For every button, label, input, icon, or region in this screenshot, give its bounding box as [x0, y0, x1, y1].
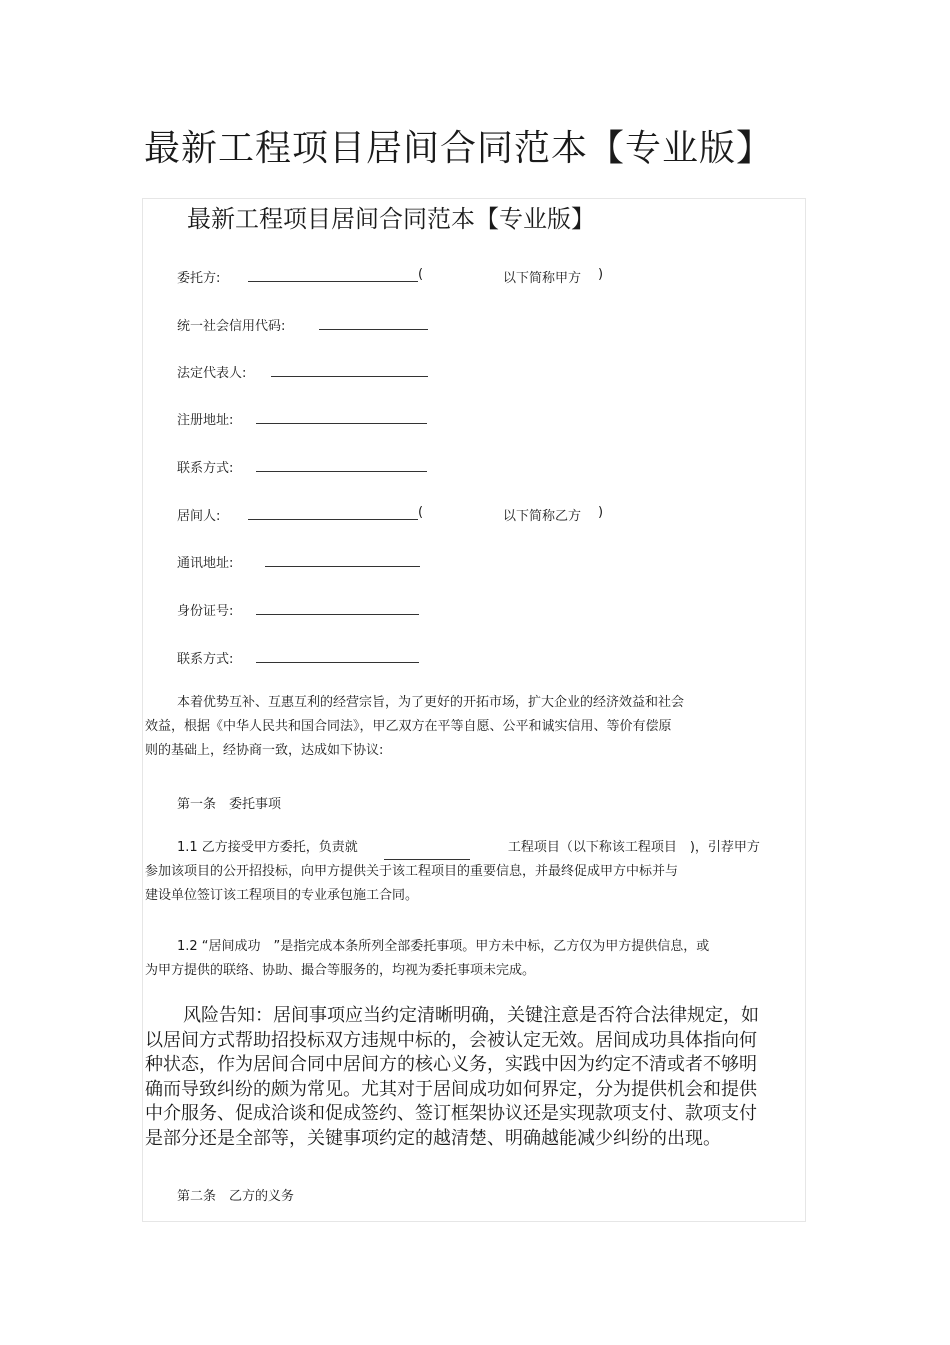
clause-1-1-line1 [145, 836, 760, 860]
clause-1-1-text-b: 工程项目（以下称该工程项目 )，引荐甲方 [507, 840, 760, 855]
clause-1-2-line1: 1.2 “居间成功 ”是指完成本条所列全部委托事项。甲方未中标，乙方仅为甲方提供信息，或 [177, 939, 710, 954]
project-name-blank[interactable] [384, 846, 470, 860]
document-page [142, 198, 806, 1222]
contact2-blank[interactable] [256, 648, 419, 663]
credit-code-label: 统一社会信用代码: [177, 319, 286, 334]
risk-notice-line: 是部分还是全部等，关键事项约定的越清楚、明确越能减少纠纷的出现。 [145, 1127, 721, 1149]
id-number-blank[interactable] [256, 600, 419, 615]
legal-rep-label: 法定代表人: [177, 366, 247, 381]
mail-address-field [177, 552, 777, 572]
risk-notice-line: 中介服务、促成洽谈和促成签约、签订框架协议还是实现款项支付、款项支付 [145, 1103, 757, 1124]
contact1-label: 联系方式: [177, 461, 234, 476]
client-paren-close: ) [598, 267, 604, 282]
intermediary-blank[interactable] [248, 505, 418, 520]
mail-address-blank[interactable] [265, 552, 420, 567]
article1-heading: 第一条 委托事项 [177, 797, 282, 812]
clause-1-1 [145, 836, 760, 908]
legal-rep-field [177, 362, 777, 382]
reg-address-label: 注册地址: [177, 413, 234, 428]
contact1-blank[interactable] [256, 457, 427, 472]
client-field [177, 267, 777, 287]
preamble-paragraph [145, 691, 684, 763]
document-title: 最新工程项目居间合同范本【专业版】 [187, 205, 595, 233]
risk-notice-line: 以居间方式帮助招投标双方违规中标的，会被认定无效。居间成功具体指向何 [145, 1029, 757, 1051]
risk-notice-line: 种状态，作为居间合同中居间方的核心义务，实践中因为约定不清或者不够明 [145, 1054, 757, 1075]
clause-1-2 [145, 935, 709, 983]
risk-notice-line: 风险告知：居间事项应当约定清晰明确，关键注意是否符合法律规定，如 [165, 1005, 759, 1026]
preamble-line: 则的基础上，经协商一致，达成如下协议: [145, 743, 384, 758]
clause-1-2-line2: 为甲方提供的联络、协助、撮合等服务的，均视为委托事项未完成。 [145, 963, 536, 978]
client-blank[interactable] [248, 267, 418, 282]
intermediary-field [177, 505, 777, 525]
credit-code-field [177, 315, 777, 335]
mail-address-label: 通讯地址: [177, 556, 234, 571]
clause-1-1-line2: 参加该项目的公开招投标，向甲方提供关于该工程项目的重要信息，并最终促成甲方中标并与 [145, 864, 679, 879]
page-title: 最新工程项目居间合同范本【专业版】 [144, 128, 774, 169]
contact1-field [177, 457, 777, 477]
legal-rep-blank[interactable] [271, 362, 428, 377]
reg-address-blank[interactable] [256, 409, 427, 424]
clause-1-1-line3: 建设单位签订该工程项目的专业承包施工合同。 [145, 888, 419, 903]
credit-code-blank[interactable] [319, 315, 428, 330]
contact2-field [177, 648, 777, 668]
risk-notice-line: 确而导致纠纷的颇为常见。尤其对于居间成功如何界定，分为提供机会和提供 [145, 1078, 757, 1100]
article2-heading: 第二条 乙方的义务 [177, 1189, 295, 1204]
clause-1-1-text-a: 1.1 乙方接受甲方委托，负责就 [177, 840, 358, 855]
risk-notice [145, 1004, 759, 1151]
client-label: 委托方: [177, 271, 221, 286]
id-number-label: 身份证号: [177, 604, 234, 619]
intermediary-alias: 以下简称乙方 [503, 509, 582, 524]
contact2-label: 联系方式: [177, 652, 234, 667]
intermediary-paren-open: ( [418, 505, 424, 520]
intermediary-label: 居间人: [177, 509, 221, 524]
preamble-line: 本着优势互补、互惠互利的经营宗旨，为了更好的开拓市场，扩大企业的经济效益和社会 [177, 695, 685, 710]
client-alias: 以下简称甲方 [503, 271, 582, 286]
intermediary-paren-close: ) [598, 505, 604, 520]
preamble-line: 效益，根据《中华人民共和国合同法》，甲乙双方在平等自愿、公平和诚实信用、等价有偿原 [145, 719, 672, 734]
id-number-field [177, 600, 777, 620]
client-paren-open: ( [418, 267, 424, 282]
reg-address-field [177, 409, 777, 429]
